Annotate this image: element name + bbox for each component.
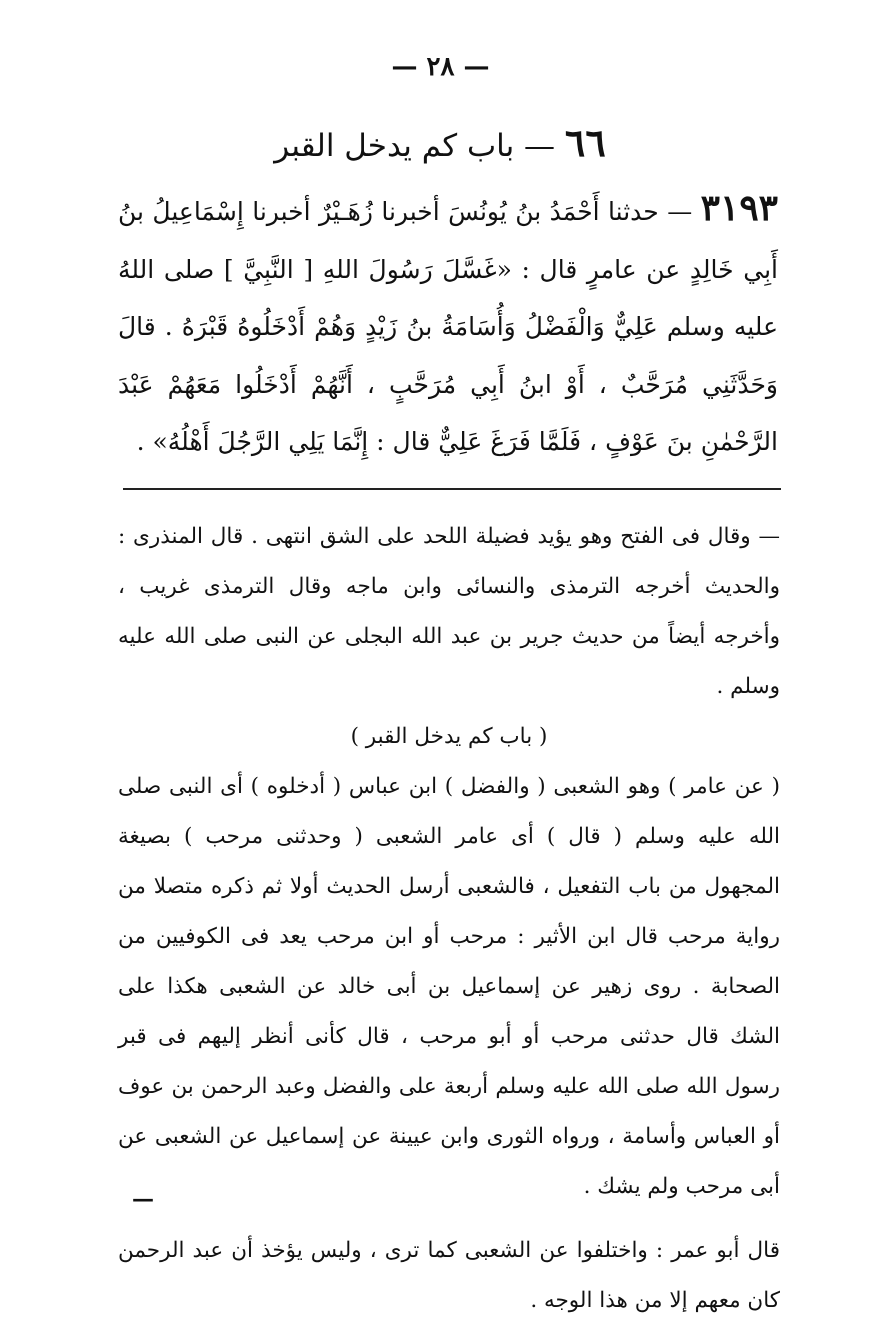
- hadith-text-block: [118, 180, 778, 471]
- hadith-number: ٣١٩٣: [700, 187, 778, 229]
- chapter-title: باب كم يدخل القبر: [274, 128, 515, 164]
- hadith-text: حدثنا أَحْمَدُ بنُ يُونُسَ أخبرنا زُهَـيْرٌ أخبرنا إِسْمَاعِيلُ بنُ أَبِي خَالِدٍ عن عامرٍ قال : «غَسَّلَ رَسُولَ اللهِ [ النَّبِيَّ ] صلى اللهُ عليه وسلم عَلِيٌّ وَالْفَضْلُ وَأُسَامَةُ بنُ زَيْدٍ وَهُمْ أَدْخَلُوهُ قَبْرَهُ . قالَ وَحَدَّثَنِي مُرَحَّبٌ ، أَوْ ابنُ أَبِي مُرَحَّبٍ ، أَنَّهُمْ أَدْخَلُوا مَعَهُمْ عَبْدَ الرَّحْمٰنِ بنَ عَوْفٍ ، فَلَمَّا فَرَغَ عَلِيٌّ قال : إِنَّمَا يَلِي الرَّجُلَ أَهْلُهُ» .: [118, 197, 778, 456]
- commentary-paragraph-3: قال أبو عمر : واختلفوا عن الشعبى كما ترى ، وليس يؤخذ أن عبد الرحمن كان معهم إلا من هذا الوجه .: [118, 1238, 780, 1313]
- page-number: — ٢٨ —: [391, 52, 490, 82]
- commentary-subheading: ( باب كم يدخل القبر ): [350, 724, 548, 749]
- end-mark: —: [132, 1186, 154, 1212]
- commentary-paragraph-2: ( عن عامر ) وهو الشعبى ( والفضل ) ابن عباس ( أدخلوه ) أى النبى صلى الله عليه وسلم ( قال ) أى عامر الشعبى ( وحدثنى مرحب ) بصيغة المجهول من باب التفعيل ، فالشعبى أرسل الحديث أولا ثم ذكره متصلا من رواية مرحب قال ابن الأثير : مرحب أو ابن مرحب يعد فى الكوفيين من الصحابة . روى زهير عن إسماعيل بن أبى خالد عن الشعبى هكذا على الشك قال حدثنى مرحب أو أبو مرحب ، قال كأنى أنظر إليهم فى قبر رسول الله صلى الله عليه وسلم أربعة على والفضل وعبد الرحمن بن عوف أو العباس وأسامة ، ورواه الثورى وابن عيينة عن إسماعيل عن الشعبى عن أبى مرحب ولم يشك .: [118, 774, 780, 1199]
- chapter-heading: [120, 120, 760, 165]
- hadith-separator: —: [658, 197, 701, 226]
- footnote-divider: [123, 488, 781, 490]
- chapter-separator: —: [514, 128, 565, 164]
- commentary-block: [118, 512, 780, 1326]
- commentary-paragraph-1: — وقال فى الفتح وهو يؤيد فضيلة اللحد على الشق انتهى . قال المنذرى : والحديث أخرجه الترمذى والنسائى وابن ماجه وقال الترمذى غريب ، وأخرجه أيضاً من حديث جرير بن عبد الله البجلى عن النبى صلى الله عليه وسلم .: [118, 524, 780, 699]
- chapter-number: ٦٦: [564, 120, 606, 165]
